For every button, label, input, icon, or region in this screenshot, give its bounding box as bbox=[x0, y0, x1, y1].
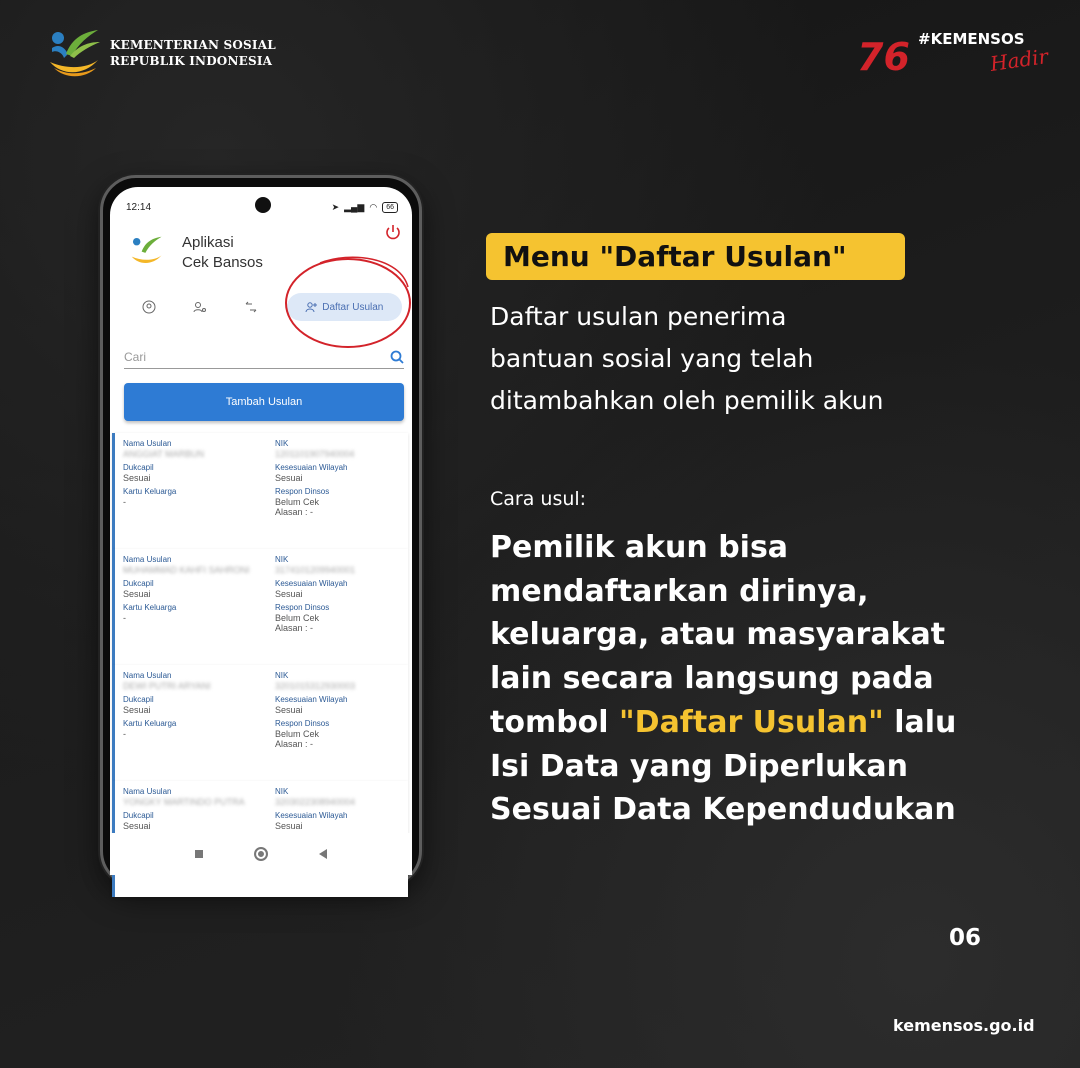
respon-value: Belum Cek bbox=[275, 497, 320, 507]
nama-value: DEWI PUTRI ARYANI bbox=[123, 681, 211, 691]
alasan-value: Alasan : - bbox=[275, 623, 314, 633]
hashtag-subtitle: Hadir bbox=[988, 44, 1050, 76]
search-placeholder: Cari bbox=[124, 349, 147, 364]
status-bar bbox=[126, 199, 398, 215]
kk-label: Kartu Keluarga bbox=[123, 487, 177, 496]
respon-label: Respon Dinsos bbox=[275, 603, 330, 612]
highlight-circle bbox=[280, 247, 414, 355]
dukcapil-label: Dukcapil bbox=[123, 811, 154, 820]
nama-label: Nama Usulan bbox=[123, 555, 172, 564]
kk-value: - bbox=[123, 613, 126, 623]
nama-label: Nama Usulan bbox=[123, 787, 172, 796]
respon-label: Respon Dinsos bbox=[275, 487, 330, 496]
respon-value: Belum Cek bbox=[275, 729, 320, 739]
howto-line-1: Pemilik akun bisa bbox=[490, 530, 789, 565]
wilayah-value: Sesuai bbox=[275, 589, 303, 599]
dukcapil-value: Sesuai bbox=[123, 705, 151, 715]
location-icon: ➤ bbox=[331, 201, 340, 212]
website-link: kemensos.go.id bbox=[893, 1016, 1035, 1035]
phone-screen bbox=[110, 187, 412, 875]
nik-value: 3201015312930003 bbox=[275, 681, 356, 691]
app-title bbox=[182, 233, 263, 273]
android-nav-bar bbox=[110, 833, 412, 875]
home-icon[interactable] bbox=[254, 847, 268, 861]
tab-profile[interactable] bbox=[124, 297, 175, 317]
usulan-card[interactable] bbox=[112, 665, 408, 781]
nik-label: NIK bbox=[275, 555, 289, 564]
howto-line-4: lain secara langsung pada bbox=[490, 661, 934, 697]
cara-usul-label: Cara usul: bbox=[490, 488, 587, 510]
nama-value: YONGKY MARTINDO PUTRA bbox=[123, 797, 245, 807]
tab-daftar-usulan-label: Daftar Usulan bbox=[322, 301, 384, 313]
wilayah-value: Sesuai bbox=[275, 473, 303, 483]
wilayah-label: Kesesuaian Wilayah bbox=[275, 579, 348, 588]
nik-value: 3174101209940001 bbox=[275, 565, 356, 575]
nama-value: MUHAMMAD KAHFI SAHRONI bbox=[123, 565, 250, 575]
app-title-line1: Aplikasi bbox=[182, 234, 234, 251]
app-title-line2: Cek Bansos bbox=[182, 254, 263, 271]
power-icon[interactable] bbox=[384, 223, 402, 241]
menu-description bbox=[490, 296, 1030, 422]
respon-value: Belum Cek bbox=[275, 613, 320, 623]
kemensos-emblem-icon bbox=[44, 24, 102, 82]
org-name-line1: KEMENTERIAN SOSIAL bbox=[110, 38, 276, 52]
wilayah-value: Sesuai bbox=[275, 705, 303, 715]
dukcapil-value: Sesuai bbox=[123, 473, 151, 483]
dukcapil-label: Dukcapil bbox=[123, 579, 154, 588]
kk-label: Kartu Keluarga bbox=[123, 719, 177, 728]
howto-line-5 bbox=[490, 701, 1050, 745]
kk-label: Kartu Keluarga bbox=[123, 603, 177, 612]
respon-label: Respon Dinsos bbox=[275, 719, 330, 728]
nik-label: NIK bbox=[275, 671, 289, 680]
desc-line-3: ditambahkan oleh pemilik akun bbox=[490, 386, 884, 415]
kemensos-logo bbox=[44, 24, 276, 82]
hashtag-kemensos: #KEMENSOS bbox=[918, 30, 1025, 48]
profile-icon bbox=[142, 300, 156, 314]
anniversary-76-logo-icon bbox=[855, 30, 910, 82]
signal-icon: ▂▄▆ bbox=[344, 201, 365, 212]
howto-line-7: Sesuai Data Kependudukan bbox=[490, 792, 956, 828]
desc-line-1: Daftar usulan penerima bbox=[490, 302, 787, 331]
back-icon[interactable] bbox=[319, 849, 327, 859]
daftar-usulan-highlight: "Daftar Usulan" bbox=[619, 704, 884, 740]
wifi-icon: ◠ bbox=[369, 201, 378, 212]
usulan-card[interactable] bbox=[112, 549, 408, 665]
tambah-usulan-button[interactable]: Tambah Usulan bbox=[124, 383, 404, 421]
desc-line-2: bantuan sosial yang telah bbox=[490, 344, 814, 373]
search-icon[interactable] bbox=[390, 350, 404, 364]
nama-value: ANGGIAT MARBUN bbox=[123, 449, 205, 459]
alasan-value: Alasan : - bbox=[275, 739, 314, 749]
nama-label: Nama Usulan bbox=[123, 671, 172, 680]
exchange-icon bbox=[244, 300, 258, 314]
wilayah-label: Kesesuaian Wilayah bbox=[275, 695, 348, 704]
usulan-list bbox=[110, 433, 412, 833]
nama-label: Nama Usulan bbox=[123, 439, 172, 448]
dukcapil-value: Sesuai bbox=[123, 821, 151, 831]
wilayah-label: Kesesuaian Wilayah bbox=[275, 463, 348, 472]
kk-value: - bbox=[123, 497, 126, 507]
howto-line-6: Isi Data yang Diperlukan bbox=[490, 748, 908, 784]
howto-line-5-pre: tombol bbox=[490, 704, 620, 740]
howto-instructions bbox=[490, 526, 1050, 832]
battery-icon: 66 bbox=[382, 202, 398, 213]
nik-value: 3203022308940004 bbox=[275, 797, 356, 807]
kk-value: - bbox=[123, 729, 126, 739]
person-search-icon bbox=[193, 300, 207, 314]
svg-text:76: 76 bbox=[857, 35, 910, 79]
nik-label: NIK bbox=[275, 439, 289, 448]
usulan-card[interactable] bbox=[112, 433, 408, 549]
nik-value: 1201101907940004 bbox=[275, 449, 355, 459]
menu-title-badge: Menu "Daftar Usulan" bbox=[486, 233, 905, 280]
howto-line-3: keluarga, atau masyarakat bbox=[490, 617, 946, 653]
recents-icon[interactable] bbox=[195, 850, 203, 858]
nik-label: NIK bbox=[275, 787, 289, 796]
status-time: 12:14 bbox=[126, 201, 152, 213]
search-input[interactable] bbox=[124, 345, 404, 369]
page-number: 06 bbox=[949, 925, 982, 951]
dukcapil-label: Dukcapil bbox=[123, 463, 154, 472]
org-name-line2: REPUBLIK INDONESIA bbox=[110, 54, 273, 68]
tab-search-person[interactable] bbox=[175, 297, 226, 317]
app-logo-icon bbox=[128, 233, 164, 269]
dukcapil-value: Sesuai bbox=[123, 589, 151, 599]
wilayah-value: Sesuai bbox=[275, 821, 303, 831]
wilayah-label: Kesesuaian Wilayah bbox=[275, 811, 348, 820]
alasan-value: Alasan : - bbox=[275, 507, 314, 517]
dukcapil-label: Dukcapil bbox=[123, 695, 154, 704]
howto-line-2: mendaftarkan dirinya, bbox=[490, 573, 869, 609]
tab-feedback[interactable] bbox=[226, 297, 277, 317]
howto-line-5-post: lalu bbox=[883, 704, 957, 740]
phone-mockup bbox=[100, 175, 422, 887]
